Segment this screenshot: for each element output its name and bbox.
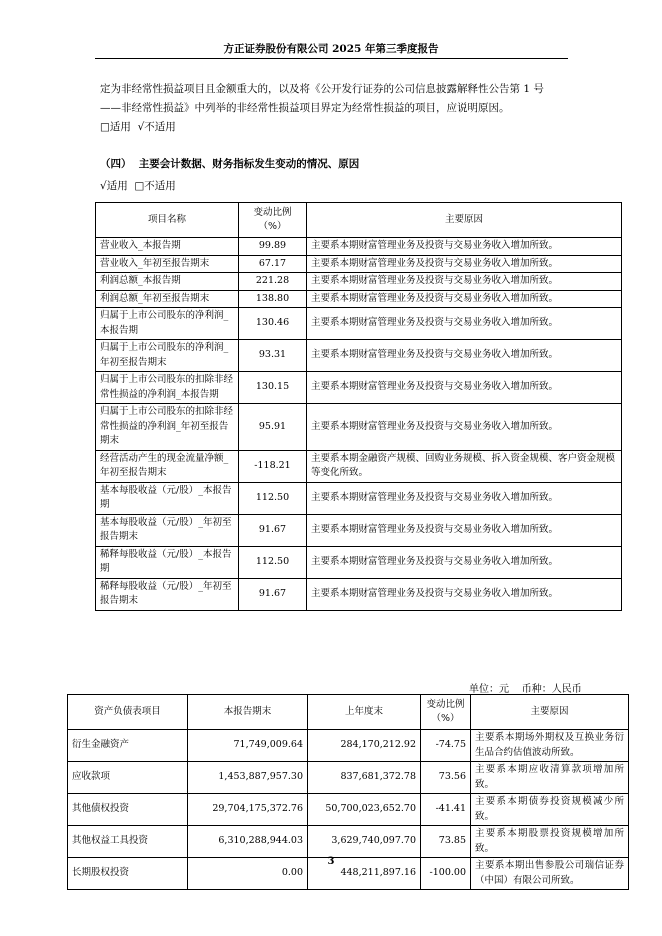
- reason-cell: 主要系本期债券投资规模减少所致。: [471, 794, 629, 826]
- col-header-ratio: 变动比例（%）: [239, 203, 307, 238]
- prior-cell: 3,629,740,097.70: [308, 826, 421, 858]
- item-cell: 基本每股收益（元/股）_本报告期: [96, 482, 239, 514]
- col-header-current: 本报告期末: [188, 695, 308, 730]
- item-cell: 归属于上市公司股东的净利润_年初至报告期末: [96, 340, 239, 372]
- reason-cell: 主要系本期应收清算款项增加所致。: [471, 762, 629, 794]
- item-cell: 归属于上市公司股东的扣除非经常性损益的净利润_年初至报告期末: [96, 404, 239, 451]
- table-row: [68, 826, 629, 858]
- current-cell: 29,704,175,372.76: [188, 794, 308, 826]
- reason-cell: 主要系本期财富管理业务及投资与交易业务收入增加所致。: [307, 482, 622, 514]
- reason-cell: 主要系本期财富管理业务及投资与交易业务收入增加所致。: [307, 255, 622, 273]
- indicator-change-table: [95, 202, 622, 611]
- item-cell: 归属于上市公司股东的净利润_本报告期: [96, 308, 239, 340]
- ratio-cell: 221.28: [239, 273, 307, 291]
- page-header: 方正证券股份有限公司 2025 年第三季度报告: [223, 43, 439, 55]
- reason-cell: 主要系本期财富管理业务及投资与交易业务收入增加所致。: [307, 273, 622, 291]
- ratio-cell: 130.46: [239, 308, 307, 340]
- prior-cell: 837,681,372.78: [308, 762, 421, 794]
- reason-cell: 主要系本期财富管理业务及投资与交易业务收入增加所致。: [307, 514, 622, 546]
- table-row: [96, 578, 622, 610]
- ratio-cell: 99.89: [239, 238, 307, 256]
- item-cell: 稀释每股收益（元/股）_年初至报告期末: [96, 578, 239, 610]
- current-cell: 0.00: [188, 858, 308, 890]
- ratio-cell: -118.21: [239, 450, 307, 482]
- section-options: √适用 □不适用: [100, 180, 176, 192]
- table-row: [96, 450, 622, 482]
- item-cell: 归属于上市公司股东的扣除非经常性损益的净利润_本报告期: [96, 372, 239, 404]
- header-rule: [95, 58, 568, 59]
- reason-cell: 主要系本期股票投资规模增加所致。: [471, 826, 629, 858]
- reason-cell: 主要系本期财富管理业务及投资与交易业务收入增加所致。: [307, 578, 622, 610]
- col-header-item: 资产负债表项目: [68, 695, 188, 730]
- col-header-ratio: 变动比例（%）: [421, 695, 471, 730]
- ratio-cell: 93.31: [239, 340, 307, 372]
- table-row: [68, 730, 629, 762]
- page-number: 3: [327, 856, 335, 867]
- item-cell: 利润总额_年初至报告期末: [96, 290, 239, 308]
- ratio-cell: 91.67: [239, 514, 307, 546]
- item-cell: 稀释每股收益（元/股）_本报告期: [96, 546, 239, 578]
- ratio-cell: -74.75: [421, 730, 471, 762]
- item-cell: 应收款项: [68, 762, 188, 794]
- table-header-row: [68, 695, 629, 730]
- ratio-cell: 112.50: [239, 546, 307, 578]
- table-row: [68, 794, 629, 826]
- ratio-cell: 73.56: [421, 762, 471, 794]
- table-row: [96, 546, 622, 578]
- item-cell: 衍生金融资产: [68, 730, 188, 762]
- ratio-cell: 95.91: [239, 404, 307, 451]
- reason-cell: 主要系本期场外期权及互换业务衍生品合约估值波动所致。: [471, 730, 629, 762]
- table-row: [96, 238, 622, 256]
- item-cell: 基本每股收益（元/股）_年初至报告期末: [96, 514, 239, 546]
- table-row: [96, 372, 622, 404]
- current-cell: 71,749,009.64: [188, 730, 308, 762]
- table-header-row: [96, 203, 622, 238]
- prior-cell: 284,170,212.92: [308, 730, 421, 762]
- item-cell: 其他债权投资: [68, 794, 188, 826]
- item-cell: 经营活动产生的现金流量净额_年初至报告期末: [96, 450, 239, 482]
- table-row: [96, 290, 622, 308]
- reason-cell: 主要系本期财富管理业务及投资与交易业务收入增加所致。: [307, 372, 622, 404]
- intro-paragraph: [100, 80, 600, 137]
- col-header-reason: 主要原因: [471, 695, 629, 730]
- reason-cell: 主要系本期财富管理业务及投资与交易业务收入增加所致。: [307, 238, 622, 256]
- reason-cell: 主要系本期财富管理业务及投资与交易业务收入增加所致。: [307, 404, 622, 451]
- reason-cell: 主要系本期财富管理业务及投资与交易业务收入增加所致。: [307, 290, 622, 308]
- ratio-cell: 67.17: [239, 255, 307, 273]
- item-cell: 利润总额_本报告期: [96, 273, 239, 291]
- table-row: [96, 340, 622, 372]
- item-cell: 营业收入_年初至报告期末: [96, 255, 239, 273]
- table-row: [96, 482, 622, 514]
- ratio-cell: 138.80: [239, 290, 307, 308]
- current-cell: 1,453,887,957.30: [188, 762, 308, 794]
- ratio-cell: 130.15: [239, 372, 307, 404]
- table-row: [96, 255, 622, 273]
- section-title: （四） 主要会计数据、财务指标发生变动的情况、原因: [100, 158, 360, 170]
- col-header-item: 项目名称: [96, 203, 239, 238]
- item-cell: 营业收入_本报告期: [96, 238, 239, 256]
- reason-cell: 主要系本期金融资产规模、回购业务规模、拆入资金规模、客户资金规模等变化所致。: [307, 450, 622, 482]
- prior-cell: 448,211,897.16: [308, 858, 421, 890]
- table-row: [96, 404, 622, 451]
- col-header-reason: 主要原因: [307, 203, 622, 238]
- ratio-cell: 91.67: [239, 578, 307, 610]
- col-header-prior: 上年度末: [308, 695, 421, 730]
- reason-cell: 主要系本期财富管理业务及投资与交易业务收入增加所致。: [307, 340, 622, 372]
- table-row: [68, 762, 629, 794]
- unit-line: 单位：元 币种：人民币: [469, 684, 582, 695]
- table-row: [96, 273, 622, 291]
- prior-cell: 50,700,023,652.70: [308, 794, 421, 826]
- reason-cell: 主要系本期财富管理业务及投资与交易业务收入增加所致。: [307, 308, 622, 340]
- current-cell: 6,310,288,944.03: [188, 826, 308, 858]
- ratio-cell: 112.50: [239, 482, 307, 514]
- reason-cell: 主要系本期财富管理业务及投资与交易业务收入增加所致。: [307, 546, 622, 578]
- intro-line-1: 定为非经常性损益项目且金额重大的，以及将《公开发行证券的公司信息披露解释性公告第 1 号: [100, 83, 544, 95]
- intro-line-2: ——非经常性损益》中列举的非经常性损益项目界定为经常性损益的项目，应说明原因。: [100, 102, 510, 114]
- ratio-cell: 73.85: [421, 826, 471, 858]
- reason-cell: 主要系本期出售参股公司瑞信证券（中国）有限公司所致。: [471, 858, 629, 890]
- intro-options: □适用 √不适用: [100, 121, 176, 133]
- table-row: [96, 308, 622, 340]
- item-cell: 长期股权投资: [68, 858, 188, 890]
- item-cell: 其他权益工具投资: [68, 826, 188, 858]
- ratio-cell: -100.00: [421, 858, 471, 890]
- table-row: [96, 514, 622, 546]
- ratio-cell: -41.41: [421, 794, 471, 826]
